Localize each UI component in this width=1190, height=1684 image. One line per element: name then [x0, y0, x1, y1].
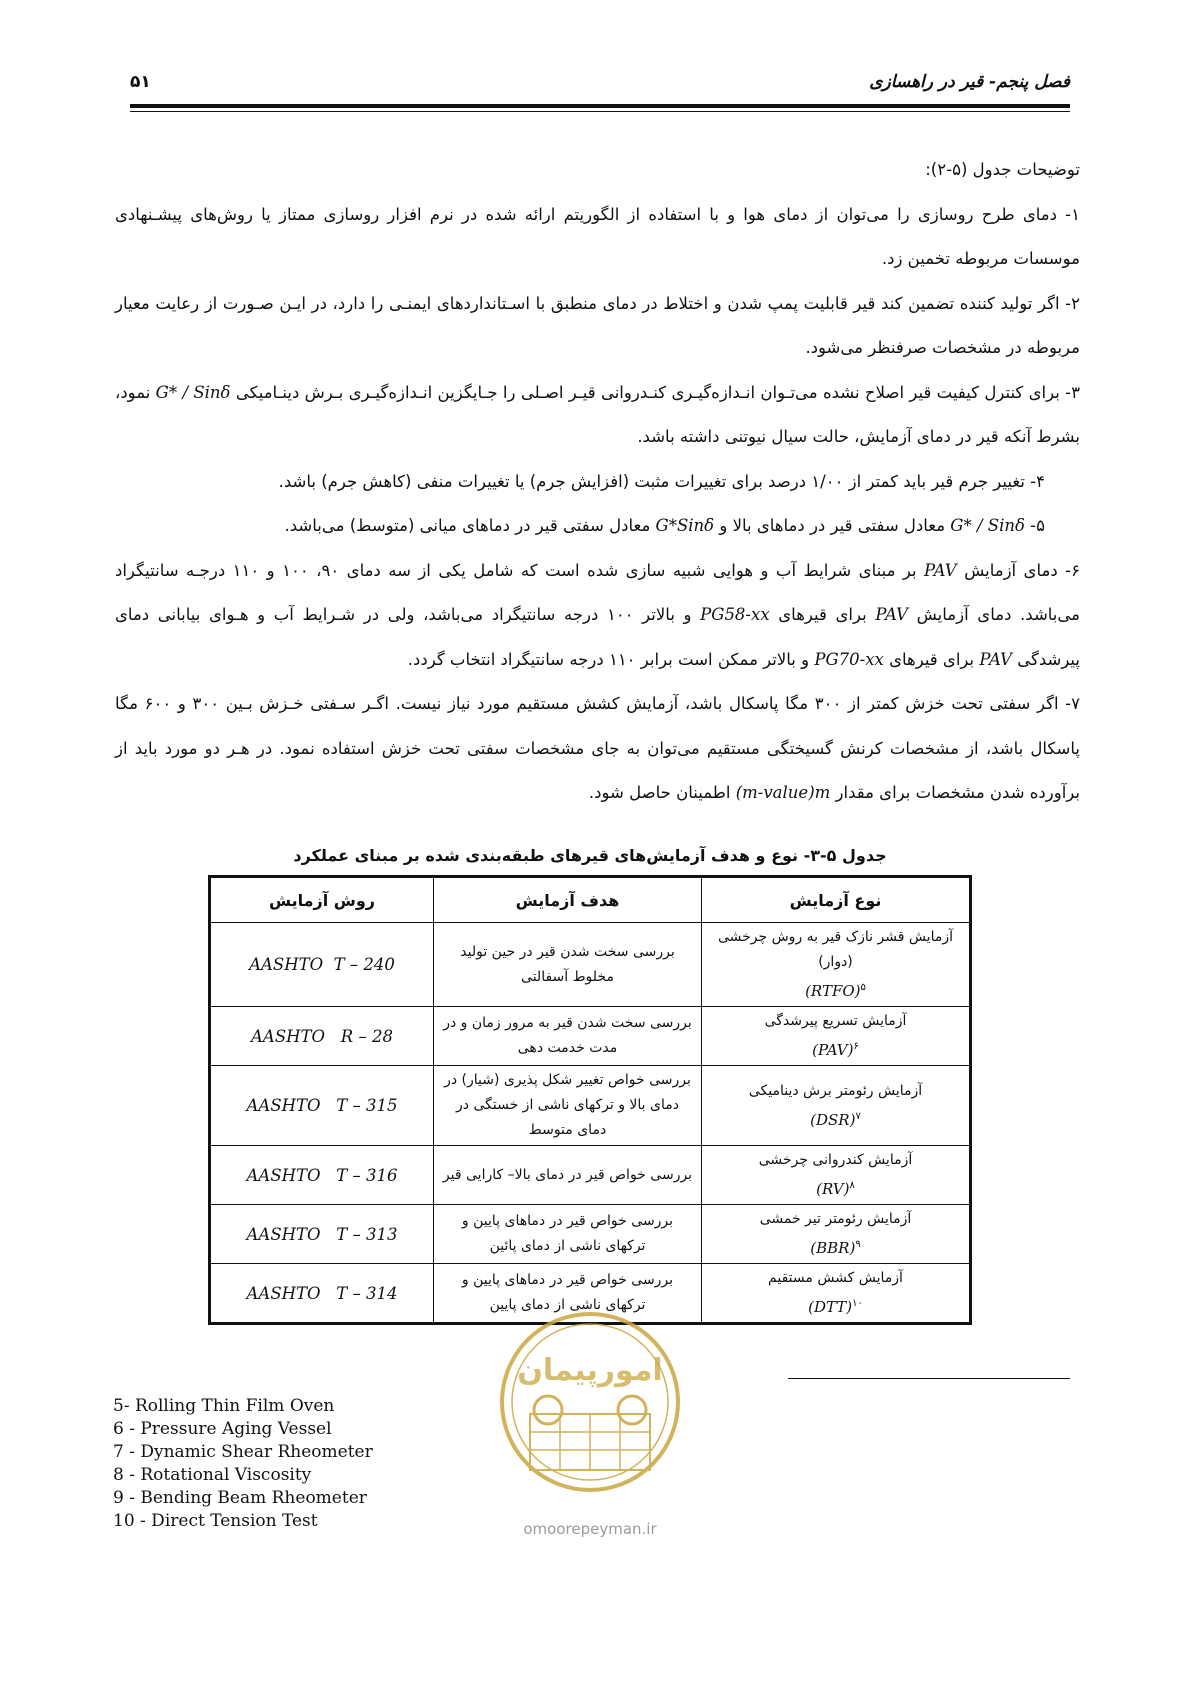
- test-abbreviation: [708, 1232, 963, 1261]
- footnote-marker: ۹: [855, 1239, 861, 1250]
- footnote-rule: [788, 1378, 1070, 1379]
- table-row: [210, 1205, 971, 1264]
- cell-test-method: AASHTO T – 316: [210, 1146, 434, 1205]
- footnote-marker: ۱۰: [852, 1298, 863, 1309]
- note-5-formula-1: G* / Sinδ: [950, 516, 1025, 535]
- note-5-prefix: ۵-: [1024, 516, 1045, 535]
- footnote: 5- Rolling Thin Film Oven: [113, 1396, 335, 1416]
- note-6: [115, 549, 1080, 683]
- note-7-a: ۷- اگر سفتی تحت خزش کمتر از ۳۰۰ مگا پاسکال باشد، آزمایش کشش مستقیم مورد نیاز نیست. اگـر سـفتی خـزش بـین ۳۰۰ و ۶۰۰ مگا پاسکال باشد، از مشخصات کرنش گسیختگی مستقیم می‌توان به جای مشخصات سفتی تحت خزش استفاده نمود. در هـر دو مورد باید از برآورده شدن مشخصات برای مقدار: [115, 694, 1080, 802]
- table-row: [210, 1007, 971, 1066]
- abbreviation-text: (RTFO): [805, 982, 861, 1000]
- cell-test-goal: بررسی خواص قیر در دمای بالا– کارایی قیر: [434, 1146, 702, 1205]
- note-1: ۱- دمای طرح روسازی را می‌توان از دمای هوا و با استفاده از الگوریتم ارائه شده در نرم افزار روسازی ممتاز یا روش‌های پیشـنهادی موسسات مربوطه تخمین زد.: [115, 204, 1080, 268]
- abbreviation-text: (PAV): [812, 1041, 854, 1059]
- cell-test-method: AASHTO T – 240: [210, 923, 434, 1007]
- footnote-marker: ۸: [849, 1180, 855, 1191]
- footnote: 7 - Dynamic Shear Rheometer: [113, 1442, 373, 1462]
- note-5-text-1: معادل سفتی قیر در دماهای بالا و: [714, 516, 951, 535]
- cell-test-goal: بررسی خواص قیر در دماهای پایین و ترکهای ناشی از دمای پایین: [434, 1264, 702, 1324]
- cell-test-type: [702, 1205, 971, 1264]
- abbreviation-text: (DTT): [808, 1298, 853, 1316]
- cell-test-goal: بررسی خواص تغییر شکل پذیری (شیار) در دمای بالا و ترکهای ناشی از خستگی در دمای متوسط: [434, 1066, 702, 1146]
- abbreviation-text: (DSR): [810, 1110, 856, 1129]
- note-6-c: برای قیرهای: [769, 605, 876, 624]
- chapter-title: فصل پنجم- قیر در راهسازی: [869, 72, 1070, 92]
- table-notes: [115, 148, 1080, 816]
- test-type-label: آزمایش کشش مستقیم: [768, 1270, 903, 1286]
- table-caption: جدول ۵-۳- نوع و هدف آزمایش‌های قیرهای طبقه‌بندی شده بر مبنای عملکرد: [293, 846, 887, 865]
- tests-table: [208, 875, 972, 1325]
- cell-test-goal: بررسی سخت شدن قیر به مرور زمان و در مدت خدمت دهی: [434, 1007, 702, 1066]
- note-3: [115, 371, 1080, 460]
- table-row: [210, 923, 971, 1007]
- note-3-text: ۳- برای کنترل کیفیت قیر اصلاح نشده می‌تـوان انـدازه‌گیـری کنـدروانی قیـر اصـلی را جـایگزین انـدازه‌گیـری بـرش دینـامیکی: [235, 382, 1080, 402]
- note-6-e: برای قیرهای: [883, 649, 980, 669]
- note-6-a: ۶- دمای آزمایش: [956, 560, 1080, 580]
- cell-test-goal: بررسی سخت شدن قیر در حین تولید مخلوط آسفالتی: [434, 923, 702, 1007]
- cell-test-type: [702, 923, 971, 1007]
- cell-test-type: [702, 1146, 971, 1205]
- note-6-b: بر مبنای شرایط آب و هوایی شبیه سازی شده است که شامل یکی از سه دمای ۹۰، ۱۰۰ و ۱۱۰ درجـه سانتیگراد می‌باشد. دمای آزمایش: [115, 560, 1080, 624]
- test-abbreviation: [708, 1104, 963, 1133]
- note-6-pg70: PG70-xx: [814, 649, 884, 669]
- footnote: 6 - Pressure Aging Vessel: [113, 1419, 332, 1439]
- note-3-text-2: نمود، بشرط آنکه قیر در دمای آزمایش، حالت سیال نیوتنی داشته باشد.: [115, 382, 1080, 446]
- header-rule-thick: [130, 104, 1070, 108]
- note-5-text-2: معادل سفتی قیر در دماهای میانی (متوسط) می‌باشد.: [284, 516, 656, 535]
- cell-test-method: AASHTO T – 314: [210, 1264, 434, 1324]
- watermark-logo-text: امورپیمان: [517, 1353, 663, 1388]
- test-abbreviation: [708, 975, 963, 1004]
- cell-test-type: [702, 1066, 971, 1146]
- note-7-b: اطمینان حاصل شود.: [588, 783, 736, 802]
- note-6-pav-2: PAV: [875, 605, 908, 624]
- table-row: [210, 1066, 971, 1146]
- note-2: ۲- اگر تولید کننده تضمین کند قیر قابلیت پمپ شدن و اختلاط در دمای منطبق با اسـتانداردهای ایمنـی را دارد، در ایـن صـورت از رعایت معیار مربوطه در مشخصات صرفنظر می‌شود.: [115, 293, 1080, 357]
- test-type-label: آزمایش تسریع پیرشدگی: [764, 1013, 907, 1029]
- table-header-row: [210, 877, 971, 923]
- cell-test-type: [702, 1007, 971, 1066]
- note-6-f: و بالاتر ممکن است برابر ۱۱۰ درجه سانتیگراد انتخاب گردد.: [407, 649, 815, 669]
- cell-test-method: AASHTO R – 28: [210, 1007, 434, 1066]
- cell-test-method: AASHTO T – 313: [210, 1205, 434, 1264]
- footnote: 8 - Rotational Viscosity: [113, 1465, 312, 1485]
- cell-test-method: AASHTO T – 315: [210, 1066, 434, 1146]
- page-number: ۵۱: [130, 72, 151, 92]
- note-6-pg58: PG58-xx: [700, 605, 770, 624]
- footnote: 10 - Direct Tension Test: [113, 1511, 318, 1531]
- test-type-label: آزمایش رئومتر برش دینامیکی: [748, 1082, 923, 1099]
- cell-test-type: [702, 1264, 971, 1324]
- test-abbreviation: [708, 1173, 963, 1202]
- header-test-method: روش آزمایش: [210, 877, 434, 923]
- notes-title: توضیحات جدول (۵-۲):: [925, 160, 1080, 179]
- test-type-label: آزمایش قشر نازک قیر به روش چرخشی (دوار): [717, 929, 954, 970]
- note-3-formula: G* / Sinδ: [155, 382, 231, 402]
- gear-icon: [618, 1396, 646, 1424]
- header-test-goal: هدف آزمایش: [434, 877, 702, 923]
- test-abbreviation: [708, 1291, 963, 1320]
- note-4: ۴- تغییر جرم قیر باید کمتر از ۱/۰۰ درصد برای تغییرات مثبت (افزایش جرم) یا تغییرات منفی (کاهش جرم) باشد.: [278, 471, 1045, 491]
- header-test-type: نوع آزمایش: [702, 877, 971, 923]
- footnotes: [113, 1395, 373, 1533]
- note-7-mvalue: (m-value)m: [735, 783, 831, 802]
- table-row: [210, 1146, 971, 1205]
- note-7: [115, 682, 1080, 816]
- note-6-d: و بالاتر ۱۰۰ درجه سانتیگراد می‌باشد، ولی در شـرایط آب و هـوای بیابانی دمای پیرشدگی: [115, 605, 1080, 669]
- footnote-marker: ۵: [860, 982, 866, 993]
- note-5-formula-2: G*Sinδ: [655, 516, 715, 535]
- footnote-marker: ۷: [855, 1110, 861, 1122]
- footnote: 9 - Bending Beam Rheometer: [113, 1488, 367, 1508]
- cell-test-goal: بررسی خواص قیر در دماهای پایین و ترکهای ناشی از دمای پائین: [434, 1205, 702, 1264]
- footnote-marker: ۶: [853, 1041, 859, 1052]
- abbreviation-text: (RV): [816, 1180, 850, 1198]
- watermark-logo: [490, 1302, 690, 1552]
- test-type-label: آزمایش کندروانی چرخشی: [758, 1152, 913, 1168]
- gear-icon: [534, 1396, 562, 1424]
- abbreviation-text: (BBR): [810, 1239, 856, 1257]
- test-abbreviation: [708, 1034, 963, 1063]
- note-6-pav: PAV: [924, 560, 957, 580]
- note-6-pav-3: PAV: [979, 649, 1012, 669]
- header-rule-thin: [130, 111, 1070, 112]
- test-type-label: آزمایش رئومتر تیر خمشی: [759, 1211, 912, 1227]
- note-5: [115, 504, 1080, 549]
- watermark-site: omoorepeyman.ir: [523, 1520, 657, 1538]
- page-header: [130, 62, 1070, 102]
